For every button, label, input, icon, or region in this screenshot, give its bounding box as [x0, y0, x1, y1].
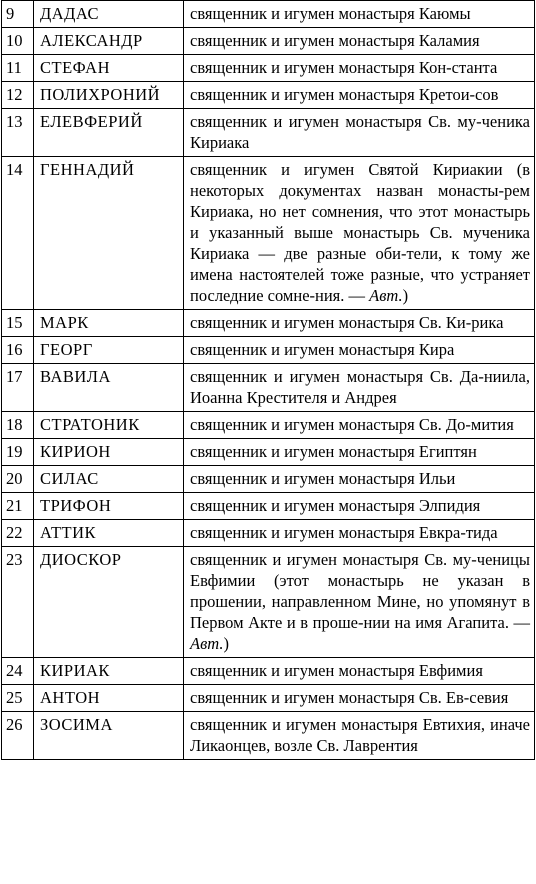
person-name: АТТИК: [34, 520, 184, 547]
description-text: священник и игумен монастыря Св. му-ченицы Евфимии (этот монастырь не указан в прошении, направленном Мине, но упомянут в Первом Акте и в проше-нии на имя Агапита. —: [190, 550, 530, 632]
person-name: ВАВИЛА: [34, 364, 184, 412]
person-description: [184, 547, 535, 658]
author-note: Авт.: [190, 634, 224, 653]
person-name: ГЕОРГ: [34, 337, 184, 364]
row-number: 24: [2, 658, 34, 685]
table-row: [2, 28, 535, 55]
table-row: [2, 658, 535, 685]
table-row: [2, 547, 535, 658]
person-description: священник и игумен монастыря Св. му-ченика Кириака: [184, 109, 535, 157]
table-row: [2, 1, 535, 28]
person-description: священник и игумен монастыря Св. Ки-рика: [184, 310, 535, 337]
table-row: [2, 55, 535, 82]
person-description: священник и игумен монастыря Элпидия: [184, 493, 535, 520]
person-description: священник и игумен монастыря Каламия: [184, 28, 535, 55]
row-number: 13: [2, 109, 34, 157]
row-number: 26: [2, 712, 34, 760]
person-description: священник и игумен монастыря Кретои-сов: [184, 82, 535, 109]
person-description: священник и игумен монастыря Св. Да-ниила, Иоанна Крестителя и Андрея: [184, 364, 535, 412]
person-name: ГЕННАДИЙ: [34, 157, 184, 310]
row-number: 11: [2, 55, 34, 82]
person-name: ДАДАС: [34, 1, 184, 28]
person-name: ПОЛИХРОНИЙ: [34, 82, 184, 109]
abbots-table: [1, 0, 535, 760]
table-row: [2, 412, 535, 439]
person-description: [184, 157, 535, 310]
person-name: МАРК: [34, 310, 184, 337]
table-row: [2, 466, 535, 493]
table-row: [2, 520, 535, 547]
description-tail: ): [223, 634, 229, 653]
row-number: 10: [2, 28, 34, 55]
table-row: [2, 685, 535, 712]
row-number: 12: [2, 82, 34, 109]
row-number: 14: [2, 157, 34, 310]
description-text: священник и игумен Святой Кириакии (в некоторых документах назван монасты-рем Кириака, но нет сомнения, что этот монастырь и указанный выше монастырь Св. мученика Кириака — две разные оби-тели, к тому же имена настоятелей тоже разные, что устраняет последние сомне-ния. —: [190, 160, 530, 305]
person-description: священник и игумен монастыря Каюмы: [184, 1, 535, 28]
table-row: [2, 439, 535, 466]
person-description: священник и игумен монастыря Ильи: [184, 466, 535, 493]
person-description: священник и игумен монастыря Евкра-тида: [184, 520, 535, 547]
row-number: 9: [2, 1, 34, 28]
table-row: [2, 712, 535, 760]
abbots-table-body: [2, 1, 535, 760]
row-number: 22: [2, 520, 34, 547]
row-number: 25: [2, 685, 34, 712]
table-row: [2, 109, 535, 157]
person-description: священник и игумен монастыря Евтихия, иначе Ликаонцев, возле Св. Лаврентия: [184, 712, 535, 760]
person-name: СТЕФАН: [34, 55, 184, 82]
person-description: священник и игумен монастыря Св. До-мития: [184, 412, 535, 439]
person-name: ЗОСИМА: [34, 712, 184, 760]
table-row: [2, 364, 535, 412]
person-description: священник и игумен монастыря Кира: [184, 337, 535, 364]
person-name: ЕЛЕВФЕРИЙ: [34, 109, 184, 157]
person-description: священник и игумен монастыря Кон-станта: [184, 55, 535, 82]
table-row: [2, 82, 535, 109]
person-name: АНТОН: [34, 685, 184, 712]
table-row: [2, 493, 535, 520]
person-name: СИЛАС: [34, 466, 184, 493]
description-tail: ): [402, 286, 409, 305]
person-name: СТРАТОНИК: [34, 412, 184, 439]
row-number: 16: [2, 337, 34, 364]
row-number: 19: [2, 439, 34, 466]
table-row: [2, 337, 535, 364]
row-number: 18: [2, 412, 34, 439]
author-note: Авт.: [369, 286, 403, 305]
person-name: АЛЕКСАНДР: [34, 28, 184, 55]
row-number: 20: [2, 466, 34, 493]
row-number: 23: [2, 547, 34, 658]
person-description: священник и игумен монастыря Евфимия: [184, 658, 535, 685]
row-number: 21: [2, 493, 34, 520]
table-row: [2, 157, 535, 310]
table-row: [2, 310, 535, 337]
person-name: ТРИФОН: [34, 493, 184, 520]
person-name: КИРИОН: [34, 439, 184, 466]
row-number: 17: [2, 364, 34, 412]
person-name: КИРИАК: [34, 658, 184, 685]
person-description: священник и игумен монастыря Египтян: [184, 439, 535, 466]
person-name: ДИОСКОР: [34, 547, 184, 658]
row-number: 15: [2, 310, 34, 337]
person-description: священник и игумен монастыря Св. Ев-севия: [184, 685, 535, 712]
